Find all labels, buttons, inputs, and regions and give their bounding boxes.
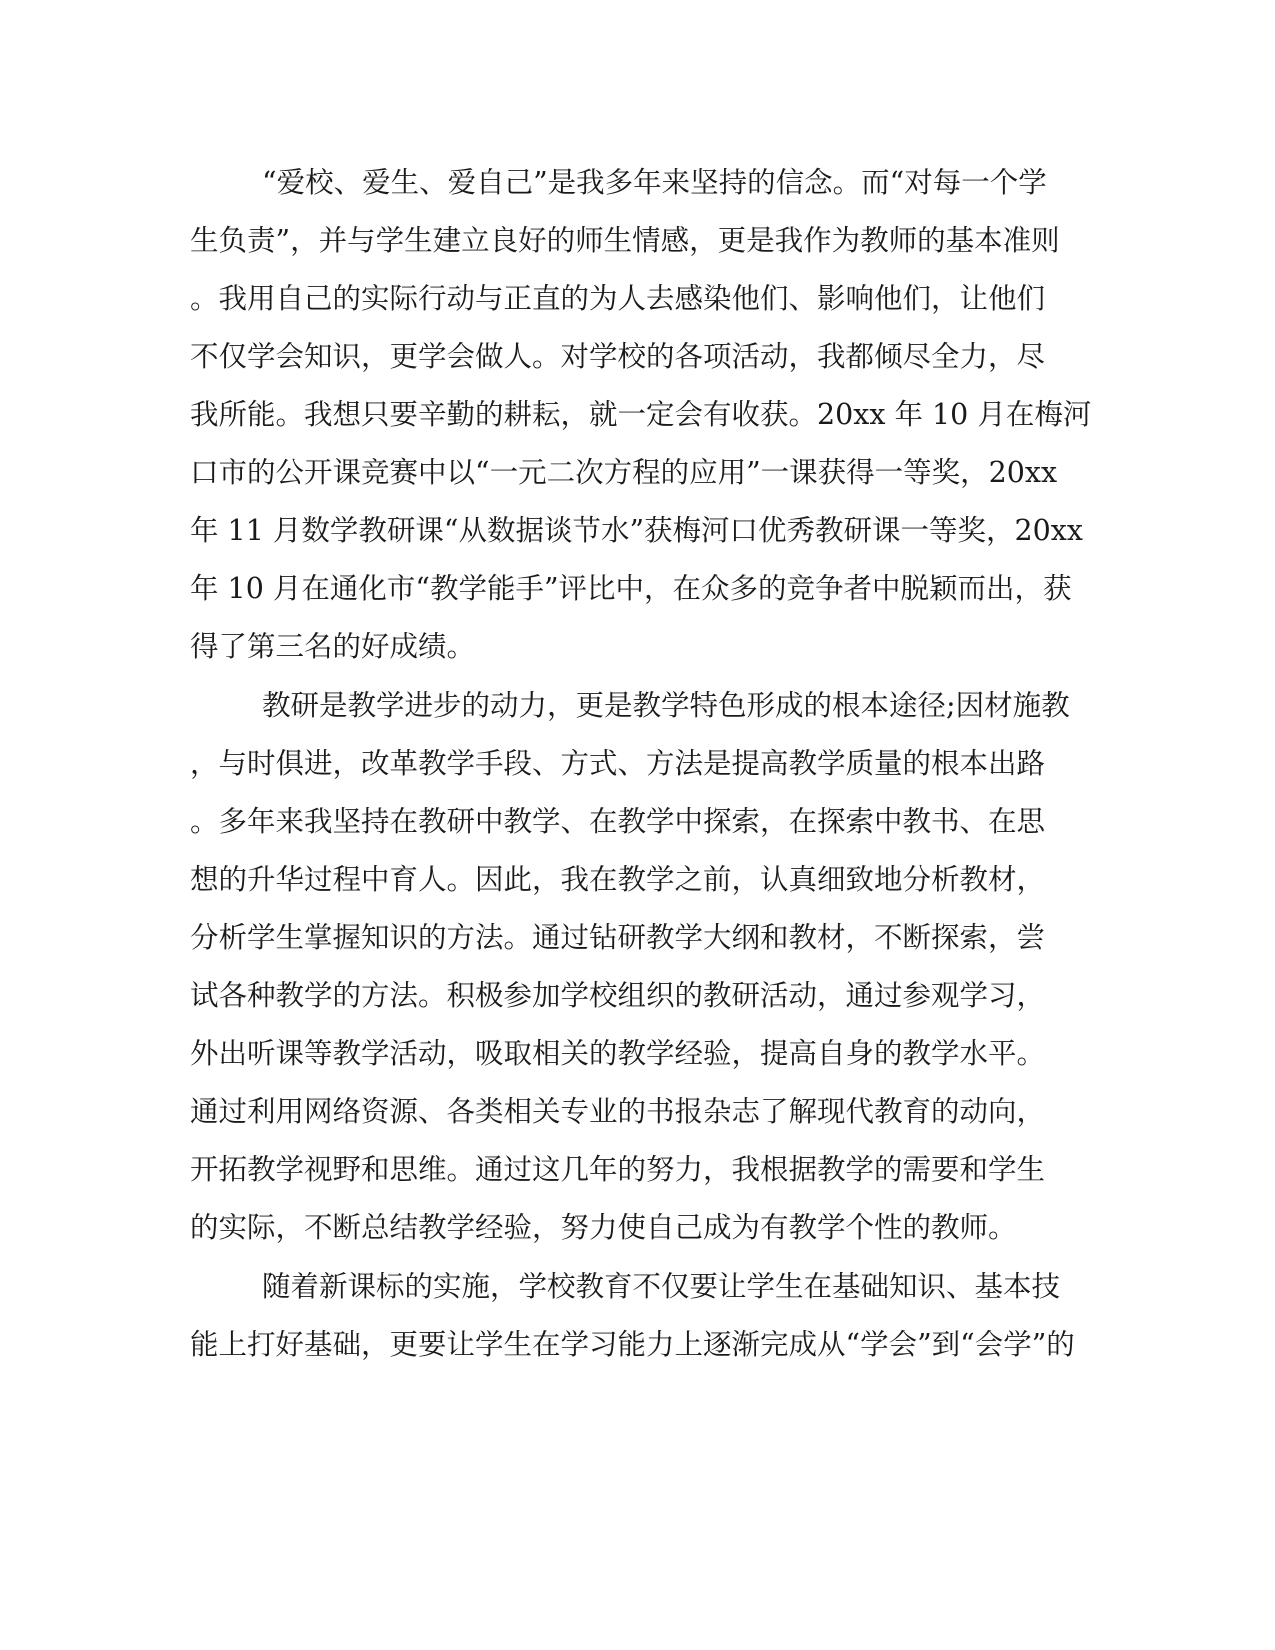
paragraph-1-line-3: 。我用自己的实际行动与正直的为人去感染他们、影响他们，让他们 xyxy=(190,282,1046,315)
paragraph-2-line-10: 的实际，不断总结教学经验，努力使自己成为有教学个性的教师。 xyxy=(190,1211,1017,1244)
paragraph-1-line-7: 年 11 月数学教研课“从数据谈节水”获梅河口优秀教研课一等奖，20xx xyxy=(190,514,1083,547)
paragraph-2-line-6: 试各种教学的方法。积极参加学校组织的教研活动，通过参观学习， xyxy=(190,979,1046,1012)
paragraph-1-line-2: 生负责”，并与学生建立良好的师生情感，更是我作为教师的基本准则 xyxy=(190,224,1060,257)
paragraph-1-line-4: 不仅学会知识，更学会做人。对学校的各项活动，我都倾尽全力，尽 xyxy=(190,340,1046,373)
paragraph-1-line-6: 口市的公开课竞赛中以“一元二次方程的应用”一课获得一等奖，20xx xyxy=(190,456,1058,489)
paragraph-2-line-7: 外出听课等教学活动，吸取相关的教学经验，提高自身的教学水平。 xyxy=(190,1037,1046,1070)
paragraph-2-line-2: ，与时俱进，改革教学手段、方式、方法是提高教学质量的根本出路 xyxy=(190,747,1046,780)
paragraph-1-line-9: 得了第三名的好成绩。 xyxy=(190,630,476,663)
paragraph-2-line-5: 分析学生掌握知识的方法。通过钻研教学大纲和教材，不断探索，尝 xyxy=(190,921,1046,954)
paragraph-2-line-1: 教研是教学进步的动力，更是教学特色形成的根本途径;因材施教 xyxy=(262,689,1070,722)
paragraph-2-line-9: 开拓教学视野和思维。通过这几年的努力，我根据教学的需要和学生 xyxy=(190,1153,1046,1186)
paragraph-1-line-1: “爱校、爱生、爱自己”是我多年来坚持的信念。而“对每一个学 xyxy=(262,166,1047,199)
paragraph-2-line-8: 通过利用网络资源、各类相关专业的书报杂志了解现代教育的动向， xyxy=(190,1095,1046,1128)
paragraph-3-line-1: 随着新课标的实施，学校教育不仅要让学生在基础知识、基本技 xyxy=(262,1270,1061,1303)
paragraph-1-line-5: 我所能。我想只要辛勤的耕耘，就一定会有收获。20xx 年 10 月在梅河 xyxy=(190,398,1092,431)
paragraph-2-line-3: 。多年来我坚持在教研中教学、在教学中探索，在探索中教书、在思 xyxy=(190,805,1046,838)
paragraph-2-line-4: 想的升华过程中育人。因此，我在教学之前，认真细致地分析教材， xyxy=(190,863,1046,896)
paragraph-1-line-8: 年 10 月在通化市“教学能手”评比中，在众多的竞争者中脱颖而出，获 xyxy=(190,572,1072,605)
paragraph-3-line-2: 能上打好基础，更要让学生在学习能力上逐渐完成从“学会”到“会学”的 xyxy=(190,1328,1075,1361)
